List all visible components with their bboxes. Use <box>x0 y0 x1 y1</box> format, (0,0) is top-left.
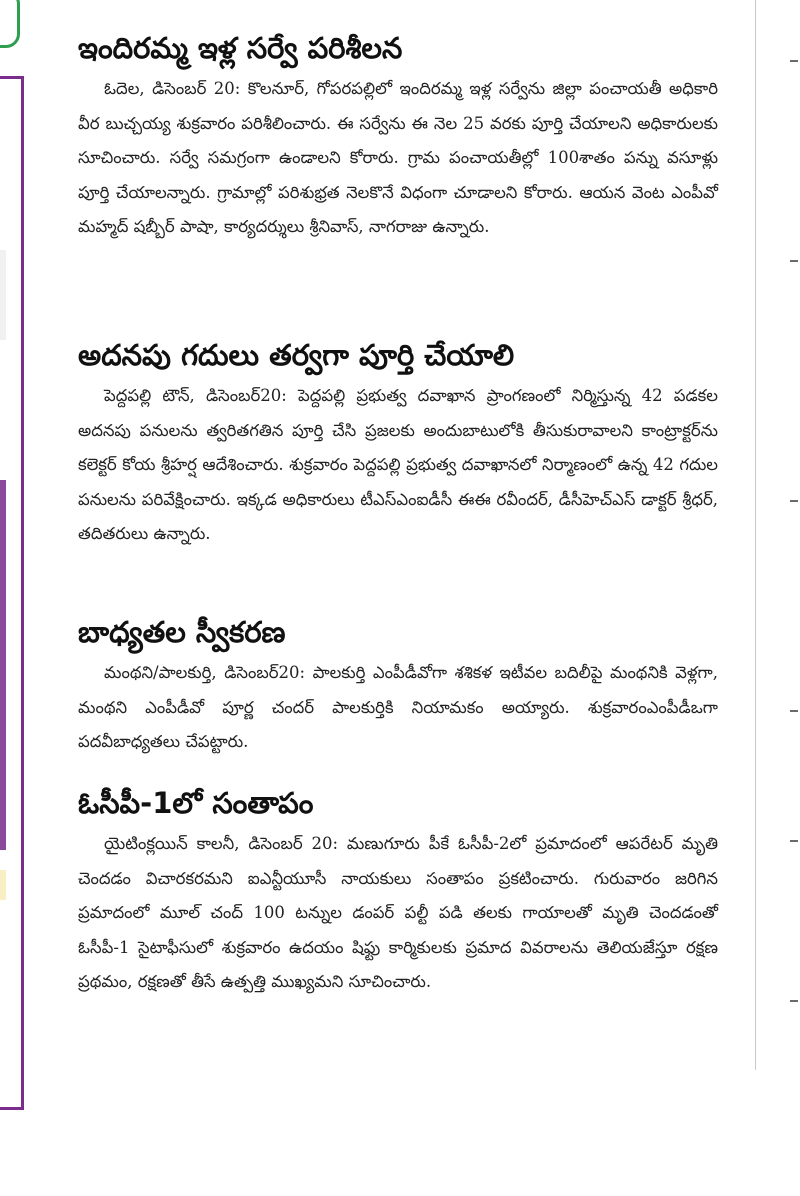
article-1 <box>78 28 718 245</box>
article-4 <box>78 783 718 1000</box>
column-divider <box>755 0 756 1070</box>
adjacent-yellow-block <box>0 870 6 900</box>
adjacent-column-strip <box>0 0 30 1196</box>
article-headline: బాధ్యతల స్వీకరణ <box>78 615 286 649</box>
article-headline: ఓసీపీ-1లో సంతాపం <box>78 786 314 820</box>
adjacent-purple-block <box>0 480 6 850</box>
article-body: పెద్దపల్లి టౌన్, డిసెంబర్20: పెద్దపల్లి ప్రభుత్వ దవాఖాన ప్రాంగణంలో నిర్మిస్తున్న 42 పడకల అదనపు పనులను త్వరితగతిన పూర్తి చేసి ప్రజలకు అందుబాటులోకి తీసుకురావాలని కాంట్రాక్టర్‌ను కలెక్టర్ కోయ శ్రీహర్ష ఆదేశించారు. శుక్రవారం పెద్దపల్లి ప్రభుత్వ దవాఖానలో నిర్మాణంలో ఉన్న 42 గదుల పనులను పరివేక్షించారు. ఇక్కడ అధికారులు టీఎస్ఎంఐడీసీ ఈఈ రవీందర్, డీసీహెచ్ఎస్ డాక్టర్ శ్రీధర్, తదితరులు ఉన్నారు. <box>78 386 718 543</box>
article-2 <box>78 335 718 552</box>
adjacent-gray-block <box>0 250 6 340</box>
cropped-text-line <box>76 0 636 8</box>
article-3 <box>78 612 718 760</box>
article-headline: ఇందిరమ్మ ఇళ్ల సర్వే పరిశీలన <box>78 31 403 65</box>
adjacent-green-box <box>0 0 20 48</box>
article-body: మంథని/పాలకుర్తి, డిసెంబర్20: పాలకుర్తి ఎంపీడీవోగా శశికళ ఇటీవల బదిలీపై మంథనికి వెళ్లగా, మంథని ఎంపీడీవో పూర్ణ చందర్ పాలకుర్తికి నియామకం అయ్యారు. శుక్రవారంఎంపీడీఒగా పదవీబాధ్యతలు చేపట్టారు. <box>78 663 718 751</box>
article-headline: అదనపు గదులు తర్వగా పూర్తి చేయాలి <box>78 338 515 372</box>
article-body: యైటింక్లయిన్ కాలనీ, డిసెంబర్ 20: మణుగూరు పీకే ఓసీపీ-2లో ప్రమాదంలో ఆపరేటర్ మృతి చెందడం విచారకరమని ఐఎన్టీయూసీ నాయకులు సంతాపం ప్రకటించారు. గురువారం జరిగిన ప్రమాదంలో మూల్ చంద్ 100 టన్నుల డంపర్ పల్టీ పడి తలకు గాయాలతో మృతి చెందడంతో ఓసీపీ-1 సైటాఫీసులో శుక్రవారం ఉదయం షిఫ్టు కార్మికులకు ప్రమాద వివరాలను తెలియజేస్తూ రక్షణ ప్రథమం, రక్షణతో తీసే ఉత్పత్తి ముఖ్యమని సూచించారు. <box>78 834 718 991</box>
article-body: ఓదెల, డిసెంబర్ 20: కొలనూర్, గోపరపల్లిలో ఇందిరమ్మ ఇళ్ల సర్వేను జిల్లా పంచాయతీ అధికారి వీర బుచ్చయ్య శుక్రవారం పరిశీలించారు. ఈ సర్వేను ఈ నెల 25 వరకు పూర్తి చేయాలని అధికారులకు సూచించారు. సర్వే సమగ్రంగా ఉండాలని కోరారు. గ్రామ పంచాయతీల్లో 100శాతం పన్ను వసూళ్లు పూర్తి చేయాలన్నారు. గ్రామాల్లో పరిశుభ్రత నెలకొనే విధంగా చూడాలని కోరారు. ఆయన వెంట ఎంపీవో మహ్మద్ షబ్బీర్ పాషా, కార్యదర్శులు శ్రీనివాస్, నాగరాజు ఉన్నారు. <box>78 79 718 236</box>
